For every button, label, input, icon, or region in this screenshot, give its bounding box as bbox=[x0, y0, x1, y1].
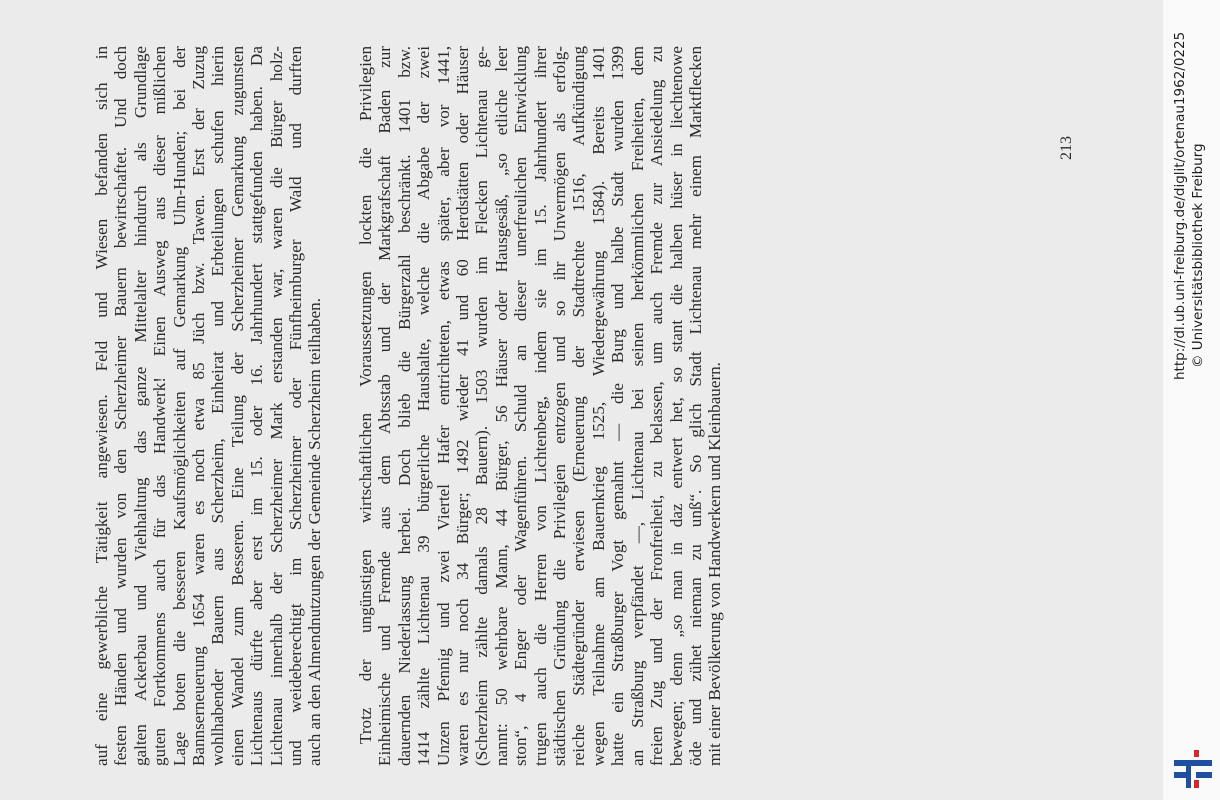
text-line: an Straßburg verpfändet —, Lichtenau bei seinen herkömmlichen Freiheiten, dem bbox=[627, 46, 647, 766]
text-line: reiche Städtegründer erwiesen (Erneuerung der Stadtrechte 1516, Aufkündigung bbox=[569, 46, 589, 766]
text-line: trugen auch die Herren von Lichtenberg, indem sie im 15. Jahrhundert ihrer bbox=[530, 46, 550, 766]
text-line: Lage boten die besseren Kaufsmöglichkeiten auf Gemarkung Ulm-Hunden; bei der bbox=[169, 46, 189, 766]
text-line: hatte ein Straßburger Vogt gemahnt — die Burg und halbe Stadt wurden 1399 bbox=[608, 46, 628, 766]
source-url-link[interactable]: http://dl.ub.uni-freiburg.de/diglit/ortenau1962/0225 bbox=[1172, 31, 1188, 380]
text-line: galten Ackerbau und Viehhaltung das ganze Mittelalter hindurch als Grundlage bbox=[130, 46, 150, 766]
text-line: (Scherzheim zählte damals 28 Bauern). 1503 wurden im Flecken Lichtenau ge- bbox=[472, 46, 492, 766]
logo-blue-stem bbox=[1186, 766, 1191, 788]
text-line: öde und zühet nieman zu unß“. So glich Stadt Lichtenau mehr einem Marktflecken bbox=[685, 46, 705, 766]
logo-red-mark-bottom bbox=[1194, 780, 1199, 788]
logo-red-mark-top bbox=[1194, 750, 1199, 757]
copyright-notice: © Universitätsbibliothek Freiburg bbox=[1190, 143, 1206, 368]
logo-blue-bar-left bbox=[1174, 772, 1186, 778]
text-line: einen Wandel zum Besseren. Eine Teilung der Scherzheimer Gemarkung zugunsten bbox=[227, 46, 247, 766]
text-line: wohlhabender Bauern aus Scherzheim, Einheirat und Erbteilungen schufen hierin bbox=[208, 46, 228, 766]
text-line: guten Fortkommens auch für das Handwerk! Einen Ausweg aus dieser mißlichen bbox=[150, 46, 170, 766]
text-line: Einheimische und Fremde aus dem Abtsstab und der Markgrafschaft Baden zur bbox=[375, 46, 395, 766]
text-line: 1414 zählte Lichtenau 39 bürgerliche Haushalte, welche die Abgabe der zwei bbox=[414, 46, 434, 766]
text-line: Lichtenaus dürfte aber erst im 15. oder 16. Jahrhundert stattgefunden haben. Da bbox=[247, 46, 267, 766]
paragraph-1 bbox=[92, 46, 325, 766]
text-line: Lichtenau innerhalb der Scherzheimer Mark erstanden war, waren die Bürger holz- bbox=[266, 46, 286, 766]
text-line: mit einer Bevölkerung von Handwerkern und Kleinbauern. bbox=[705, 362, 725, 766]
page-number: 213 bbox=[1058, 136, 1075, 160]
ub-freiburg-logo-icon bbox=[1172, 748, 1214, 790]
text-line: Bannserneuerung 1654 waren es noch etwa 85 Jüch bzw. Tawen. Erst der Zuzug bbox=[189, 46, 209, 766]
text-line: freien Zug und der Fronfreiheit, zu belassen, um auch Fremde zur Ansiedelung zu bbox=[647, 46, 667, 766]
logo-blue-bar-right bbox=[1196, 772, 1212, 778]
paragraph-2 bbox=[356, 46, 725, 766]
text-line: wegen Teilnahme am Bauernkrieg 1525, Wiedergewährung 1584). Bereits 1401 bbox=[588, 46, 608, 766]
library-sidebar bbox=[1163, 0, 1220, 800]
text-line: festen Händen und wurden von den Scherzheimer Bauern bewirtschaftet. Und doch bbox=[111, 46, 131, 766]
text-line: städtischen Gründung die Privilegien entzogen und so ihr Unvermögen als erfolg- bbox=[550, 46, 570, 766]
text-line: auf eine gewerbliche Tätigkeit angewiesen. Feld und Wiesen befanden sich in bbox=[92, 46, 111, 766]
text-line: und weideberechtigt im Scherzheimer oder Fünfheimburger Wald und durften bbox=[286, 46, 306, 766]
text-line: Unzen Pfennig und zwei Viertel Hafer entrichteten, etwas später, aber vor 1441, bbox=[433, 46, 453, 766]
text-line: bewegen; denn „so man in daz entwert het, so stant die halben hüser in liechtenowe bbox=[666, 46, 686, 766]
text-line: waren es nur noch 34 Bürger; 1492 wieder 41 und 60 Herdstätten oder Häuser bbox=[453, 46, 473, 766]
logo-blue-bar-top bbox=[1174, 760, 1212, 766]
rotated-sidebar-text bbox=[1163, 0, 1220, 800]
text-line: nannt: 50 wehrbare Mann, 44 Bürger, 56 Häuser oder Hausgesäß, „so etliche leer bbox=[491, 46, 511, 766]
text-line: ston“, 4 Enger oder Wagenführen. Schuld an dieser unerfreulichen Entwicklung bbox=[511, 46, 531, 766]
text-line: auch an den Almendnutzungen der Gemeinde Scherzheim teilhaben. bbox=[305, 297, 325, 766]
text-line: dauernden Niederlassung herbei. Doch blieb die Bürgerzahl beschränkt. 1401 bzw. bbox=[394, 46, 414, 766]
text-line: Trotz der ungünstigen wirtschaftlichen Voraussetzungen lockten die Privilegien bbox=[356, 46, 375, 744]
